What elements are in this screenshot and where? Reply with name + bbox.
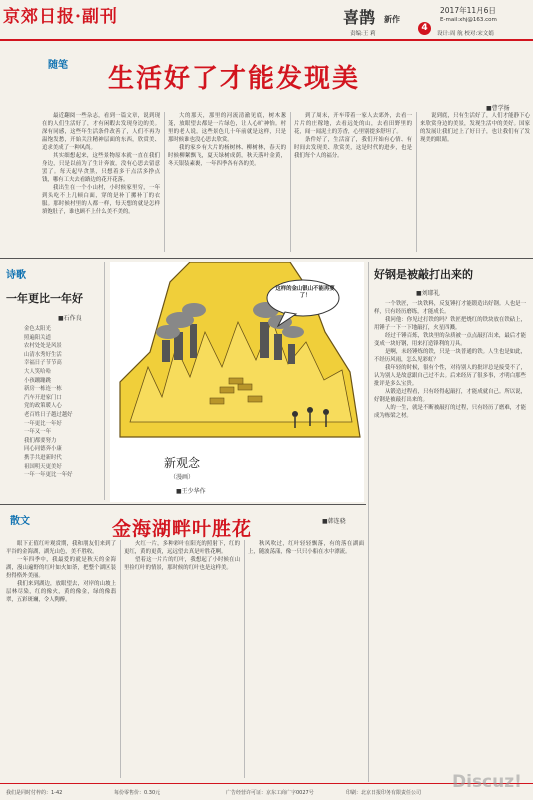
essay2-col2 [124, 540, 240, 780]
column3-tag: 好钢是被敲打出来的 [374, 268, 473, 281]
poem-author: ■石作良 [58, 315, 82, 322]
column3-author: ■刘耶礼 [416, 290, 440, 297]
poem-line: 大人笑哈哈 [24, 368, 51, 375]
paragraph: 我出生在一个小山村，小时候家里穷，一年到头吃不上几顿白面，穿的是补丁摞补丁的衣服。那时候村里的人都一样，每天想的就是怎样填饱肚子，谁也顾不上什么美不美的。 [42, 185, 160, 215]
column3-body [374, 300, 526, 780]
footer-price: 每份零售价：0.30元 [114, 790, 161, 796]
divider [290, 112, 291, 252]
poem-line: 同心同德奔小康 [24, 446, 62, 453]
paragraph: 说到底，只有生活好了，人们才能静下心来欣赏身边的美景，发现生活中的美好。国家的发展让我们过上了好日子，也让我们有了发现美的眼睛。 [420, 113, 530, 143]
essay2-tag: 散文 [10, 516, 30, 527]
paragraph: 火红一片，多种彩叶在阳光的照射下，红的更红，黄的更黄，远远望去真是叶胜花啊。 [124, 541, 240, 555]
footer-print: 印刷：北京日报印务有限责任公司 [346, 790, 422, 796]
essay1-col3 [294, 112, 412, 252]
section-name: 喜鹊 [343, 8, 376, 27]
poem-line: 小孩蹦蹦跳 [24, 377, 51, 384]
paragraph: 望着这一片片的红叶，我想起了小时候在山里捡红叶的情景，那时候的红叶也是这样美。 [124, 557, 240, 571]
paragraph: 一个铁匠，一块铁料，反复锤打才能锻造出好钢。人也是一样，只有经历磨练，才能成长。 [374, 301, 526, 315]
cartoon-subtitle: （漫画） [170, 474, 195, 481]
editor-line [350, 29, 376, 37]
poem-line: 照遍阳关道 [24, 334, 51, 341]
poem-line: 一年又一年 [24, 429, 51, 436]
page-date: 2017年11月6日 [440, 6, 496, 15]
divider [244, 540, 245, 778]
section-rule [0, 258, 533, 259]
poem-line: 党的政策暖人心 [24, 403, 62, 410]
poem-line: 携手共进新时代 [24, 454, 62, 461]
essay2-col1 [6, 540, 116, 780]
essay1-col2 [168, 112, 286, 252]
page-number-badge [418, 22, 431, 35]
essay2-col3 [248, 540, 364, 780]
paragraph: 经过千锤百炼，铁块里的杂质被一点点敲打出来，最后才能变成一块好钢，用来打造锋利的刀具。 [374, 333, 526, 347]
paragraph: 人的一生，就是不断被敲打的过程，只有经历了磨难，才能成为栋梁之材。 [374, 405, 526, 419]
poem-line: 幸福日子节节高 [24, 360, 62, 367]
poem-line: 汽车开进家门口 [24, 394, 62, 401]
paragraph: 秋风吹过，红叶轻轻飘落，有的落在湖面上，随波荡漾，像一只只小船在水中漂流。 [248, 541, 364, 555]
proof: 校对:宋文娟 [464, 31, 494, 37]
paragraph: 从锻造过程看，只有经得起敲打，才能成就自己。所以说，好钢是被敲打出来的。 [374, 389, 526, 403]
page-email: E-mail:xhj@163.com [440, 17, 497, 23]
paragraph: 一年四季中，我最爱的就是秋天的金海湖，漫山遍野的红叶如火如荼，把整个湖区装扮得格外美丽。 [6, 557, 116, 579]
essay1-col4 [420, 112, 530, 252]
paragraph: 条件好了，生活富了，我们开始有心情、有时间去发现美、欣赏美，这是时代的进步，也是我们每个人的福分。 [294, 137, 412, 159]
paragraph: 最近翻阅一些杂志，看到一篇文章，说到现在的人们生活好了，才有闲暇去发现身边的美。深有同感，这些年生活条件改善了，人们不再为温饱发愁，开始关注精神层面的东西，欣赏美、追求美成了一种风尚。 [42, 113, 160, 151]
cartoon-frame [110, 262, 364, 502]
designer: 设计:周 航 [437, 31, 463, 37]
poem-line: 一年更比一年好 [24, 420, 62, 427]
footer-print-info: 我们是同时付梓的：1-42 [6, 790, 63, 796]
page-number: 4 [421, 23, 428, 33]
essay1-author: ■曹学扬 [486, 105, 510, 112]
essay2-title: 金海湖畔叶胜花 [112, 518, 253, 540]
poem-line: 一年一年更比一年好 [24, 472, 73, 479]
poem-line: 我们都要努力 [24, 437, 57, 444]
poem-lines [24, 325, 98, 498]
divider [368, 262, 369, 782]
paragraph: 我们来到湖边，放眼望去，对岸的山坡上层林尽染，红的像火，黄的像金，绿的像翡翠，五彩斑斓，令人陶醉。 [6, 581, 116, 603]
poem-line: 金色太阳光 [24, 326, 51, 332]
paragraph: 其实细想起来，这些景物原本就一直在我们身边，只是以前为了生计奔波，没有心思去留意罢了。每天起早贪黑，只想着多干点活多挣点钱，哪有工夫去看路边的花开花落。 [42, 153, 160, 183]
staff-line [437, 29, 494, 37]
essay1-col1 [42, 112, 160, 252]
paragraph: 我的家乡有大片的杨树林、柳树林，春天的时候柳絮飘飞，夏天绿树成荫，秋天落叶金黄，冬天银装素裹，一年四季各有各的美。 [168, 145, 286, 167]
paragraph: 到了周末，开车带着一家人去郊外，去看一片片的庄稼地，去看远处的山，去看田野里的花，闻一闻泥土的芳香，心里别提多舒坦了。 [294, 113, 412, 135]
poem-title: 一年更比一年好 [6, 292, 83, 305]
divider [120, 540, 121, 778]
divider [104, 262, 105, 500]
essay1-title: 生活好了才能发现美 [108, 64, 361, 94]
section-rule [0, 504, 366, 505]
poem-line: 祖国明天更美好 [24, 463, 62, 470]
section-sub: 新作 [384, 15, 400, 24]
poem-line: 农村处处是风景 [24, 343, 62, 350]
divider [416, 112, 417, 252]
cartoon-author: ■王少华作 [176, 488, 206, 495]
essay2-author: ■韩连骁 [322, 518, 346, 525]
editor: 责编:王 莉 [350, 31, 376, 37]
essay1-tag: 随笔 [48, 60, 68, 71]
cartoon-speech-bubble: 这样的金山银山不能再要了！ [275, 286, 335, 299]
footer-ad-license: 广告经营许可证：京东工商广字0027号 [226, 790, 314, 796]
header-rule [0, 39, 533, 41]
paragraph: 大的那天，那里的河流清澈见底，树木葱茏，放眼望去都是一片绿色，让人心旷神怡。村里的老人说，这些景色几十年前就是这样，只是那时候谁也没心思去欣赏。 [168, 113, 286, 143]
poem-tag: 诗歌 [6, 270, 26, 281]
cartoon-title: 新观念 [164, 456, 201, 470]
paragraph: 眼下正值红叶观赏期，我和朋友们来到了平谷的金海湖，湖光山色，美不胜收。 [6, 541, 116, 555]
poem-line: 新房一栋连一栋 [24, 386, 62, 393]
poem-line: 山清水秀好生活 [24, 351, 62, 358]
paragraph: 我年轻的时候，很有个性，对待别人的批评总是接受不了，认为别人是故意跟自己过不去。后来经历了很多事，才明白那些批评是多么宝贵。 [374, 365, 526, 387]
watermark: Discuz! [452, 772, 522, 792]
masthead: 京郊日报·副刊 [3, 7, 118, 27]
poem-line: 老百姓日子越过越好 [24, 411, 73, 418]
paragraph: 我问他：你见过打铁的吗？铁匠把烧红的铁块放在铁砧上，用锤子一下一下地敲打，火星四溅。 [374, 317, 526, 331]
paragraph: 是啊，未经锤炼的铁，只是一块普通的铁。人生也是如此，不经历风雨，怎么见彩虹？ [374, 349, 526, 363]
divider [164, 112, 165, 252]
